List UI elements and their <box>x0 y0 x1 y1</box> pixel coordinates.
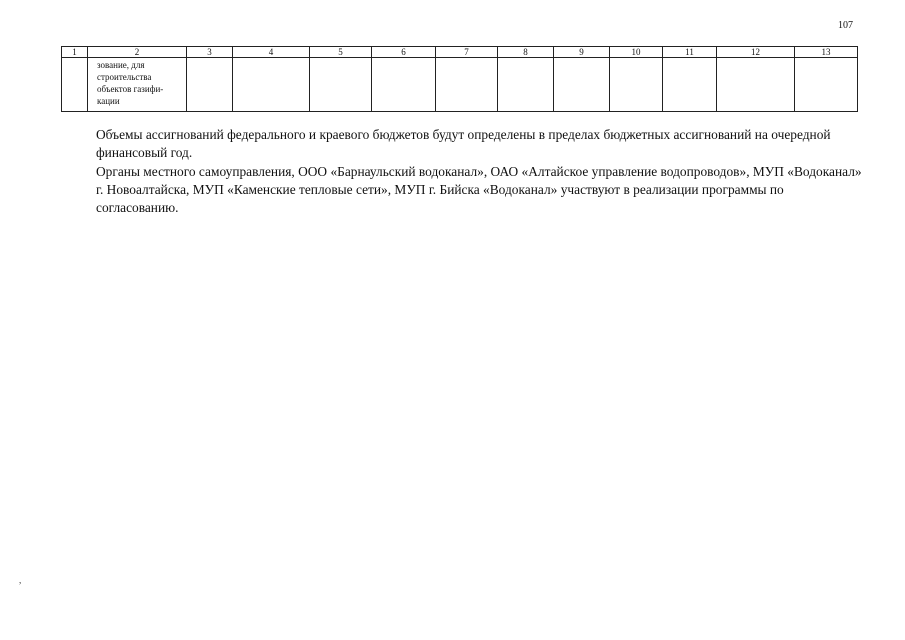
cell-text-line: строительства <box>97 72 152 82</box>
table-row <box>62 58 858 112</box>
cell-text-line: кации <box>97 96 120 106</box>
scan-artifact: , <box>19 575 22 585</box>
table-cell <box>187 58 233 112</box>
column-header: 2 <box>88 47 187 58</box>
table-cell <box>795 58 858 112</box>
program-table <box>61 46 858 112</box>
column-header: 8 <box>498 47 554 58</box>
table-cell <box>554 58 610 112</box>
cell-text-line: объектов газифи- <box>97 84 164 94</box>
paragraph-participants: Органы местного самоуправления, ООО «Барнаульский водоканал», ОАО «Алтайское управление водопроводов», МУП «Водоканал» г. Новоалтайска, МУП «Каменские тепловые сети», МУП г. Бийска «Водоканал» участвуют в реализации программы по согласованию. <box>96 163 862 216</box>
column-header: 4 <box>233 47 310 58</box>
page-number: 107 <box>838 20 853 31</box>
table-cell <box>436 58 498 112</box>
table-header-row <box>62 47 858 58</box>
table-cell <box>717 58 795 112</box>
column-header: 10 <box>610 47 663 58</box>
column-header: 9 <box>554 47 610 58</box>
table-cell <box>663 58 717 112</box>
column-header: 5 <box>310 47 372 58</box>
table-cell <box>498 58 554 112</box>
paragraph-budget: Объемы ассигнований федерального и краевого бюджетов будут определены в пределах бюджетных ассигнований на очередной финансовый год. <box>96 127 831 161</box>
column-header: 1 <box>62 47 88 58</box>
body-text <box>96 126 866 217</box>
column-header: 13 <box>795 47 858 58</box>
table-cell <box>233 58 310 112</box>
column-header: 7 <box>436 47 498 58</box>
column-header: 3 <box>187 47 233 58</box>
column-header: 6 <box>372 47 436 58</box>
table-cell <box>62 58 88 112</box>
table-cell <box>610 58 663 112</box>
table-cell <box>310 58 372 112</box>
table-cell-description <box>88 58 187 112</box>
column-header: 12 <box>717 47 795 58</box>
table-cell <box>372 58 436 112</box>
column-header: 11 <box>663 47 717 58</box>
cell-text-line: зование, для <box>97 60 145 70</box>
